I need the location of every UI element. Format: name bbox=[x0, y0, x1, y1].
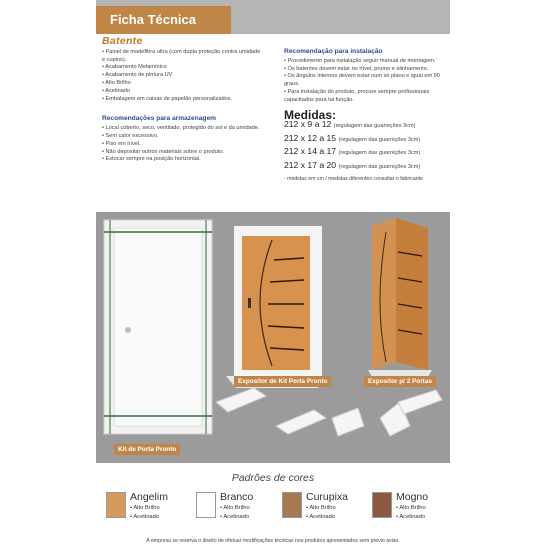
swatch-option: • Alto Brilho bbox=[130, 505, 160, 511]
right-column bbox=[284, 48, 446, 184]
left-column bbox=[102, 35, 262, 164]
medida-row bbox=[284, 119, 446, 133]
list-item: • Acabamento Melamínico bbox=[102, 64, 262, 72]
medida-note: (regulagem das guarnições 3cm) bbox=[338, 163, 421, 170]
list-item: • Alto Brilho bbox=[102, 80, 262, 88]
page-title: Ficha Técnica bbox=[96, 6, 231, 34]
label-expositor-kit: Expositor de Kit Porta Pronto bbox=[234, 376, 331, 387]
batente-list bbox=[102, 49, 262, 104]
color-chip bbox=[196, 492, 216, 518]
instalacao-list bbox=[284, 58, 446, 105]
list-item: • Para instalação do produto, procure sempre profissionais capacitados para tal função. bbox=[284, 89, 446, 105]
medidas-note: - medidas em cm / medidas diferentes consultar o fabricante bbox=[284, 176, 423, 183]
swatch-option: • Acetinado bbox=[220, 514, 250, 520]
door-display bbox=[226, 226, 328, 388]
color-chip bbox=[282, 492, 302, 518]
right-margin bbox=[450, 0, 550, 550]
medida-note: (regulagem das guarnições 3cm) bbox=[338, 136, 421, 143]
swatch-name: Angelim bbox=[130, 491, 168, 503]
medida-size: 212 x 12 a 15 bbox=[284, 132, 337, 143]
swatch-angelim bbox=[106, 492, 202, 526]
swatch-option: • Alto Brilho bbox=[220, 505, 250, 511]
list-item: • Acabamento de pintura UV bbox=[102, 72, 262, 80]
list-item: • Os batentes devem estar no nível, prumo e alinhamento. bbox=[284, 66, 446, 74]
swatch-curupixa bbox=[282, 492, 378, 526]
medida-size: 212 x 14 a 17 bbox=[284, 146, 337, 157]
swatch-name: Curupixa bbox=[306, 491, 349, 503]
swatch-branco bbox=[196, 492, 292, 526]
list-item: • Não depositar outros materiais sobre o produto. bbox=[102, 149, 262, 157]
list-item: • Procedimento para instalação seguir manual de montagem. bbox=[284, 58, 446, 66]
left-margin bbox=[0, 0, 96, 550]
medida-size: 212 x 17 a 20 bbox=[284, 159, 337, 170]
footer-disclaimer: A empresa se reserva o direito de efetuar modificações técnicas nos produtos apresentados sem prévio aviso. bbox=[146, 538, 400, 544]
armazenagem-list bbox=[102, 125, 262, 164]
list-item: • Sem calor excessivo. bbox=[102, 133, 262, 141]
technical-sheet bbox=[96, 0, 450, 550]
product-photo bbox=[96, 212, 450, 463]
list-item: • Piso em nível. bbox=[102, 141, 262, 149]
medida-row bbox=[284, 133, 446, 147]
list-item: • Local coberto, seco, ventilado, protegido do sol e da umidade. bbox=[102, 125, 262, 133]
product-illustration bbox=[96, 212, 450, 463]
instalacao-title: Recomendação para instalação bbox=[284, 48, 383, 55]
list-item: • Embalagem em caixas de papelão personalizados. bbox=[102, 96, 262, 104]
swatch-mogno bbox=[372, 492, 468, 526]
medida-note: (regulagem das guarnições 3cm) bbox=[338, 150, 421, 157]
color-chip bbox=[106, 492, 126, 518]
medida-size: 212 x 9 a 12 bbox=[284, 119, 332, 130]
swatch-option: • Alto Brilho bbox=[306, 505, 336, 511]
list-item: • Estocar sempre na posição horizontal. bbox=[102, 156, 262, 164]
swatch-option: • Acetinado bbox=[306, 514, 336, 520]
medida-note: (regulagem das guarnições 3cm) bbox=[333, 123, 416, 130]
label-kit: Kit de Porta Pronto bbox=[114, 444, 180, 455]
medidas-title: Medidas: bbox=[284, 107, 337, 122]
swatch-option: • Acetinado bbox=[130, 514, 160, 520]
label-expositor-portas: Expositor p/ 2 Portas bbox=[364, 376, 436, 387]
header-bar bbox=[96, 0, 450, 34]
swatch-name: Branco bbox=[220, 491, 254, 503]
medida-row bbox=[284, 146, 446, 160]
colors-title: Padrões de cores bbox=[231, 472, 315, 484]
color-chip bbox=[372, 492, 392, 518]
list-item: • Os ângulos internos devem estar num só plano e igual em 90 graus. bbox=[284, 73, 446, 89]
batente-title: Batente bbox=[102, 35, 143, 47]
swatch-option: • Acetinado bbox=[396, 514, 426, 520]
armazenagem-title: Recomendações para armazenagem bbox=[102, 115, 216, 123]
two-door-display bbox=[368, 218, 432, 380]
list-item: • Painel de madefibra ultra (com dupla proteção contra umidade e cupins). bbox=[102, 49, 262, 65]
jamb-profiles bbox=[216, 388, 442, 436]
list-item: • Acetinado bbox=[102, 88, 262, 96]
wrapped-door-kit bbox=[104, 220, 212, 434]
swatch-name: Mogno bbox=[396, 491, 429, 503]
swatch-option: • Alto Brilho bbox=[396, 505, 426, 511]
medida-row bbox=[284, 160, 446, 174]
